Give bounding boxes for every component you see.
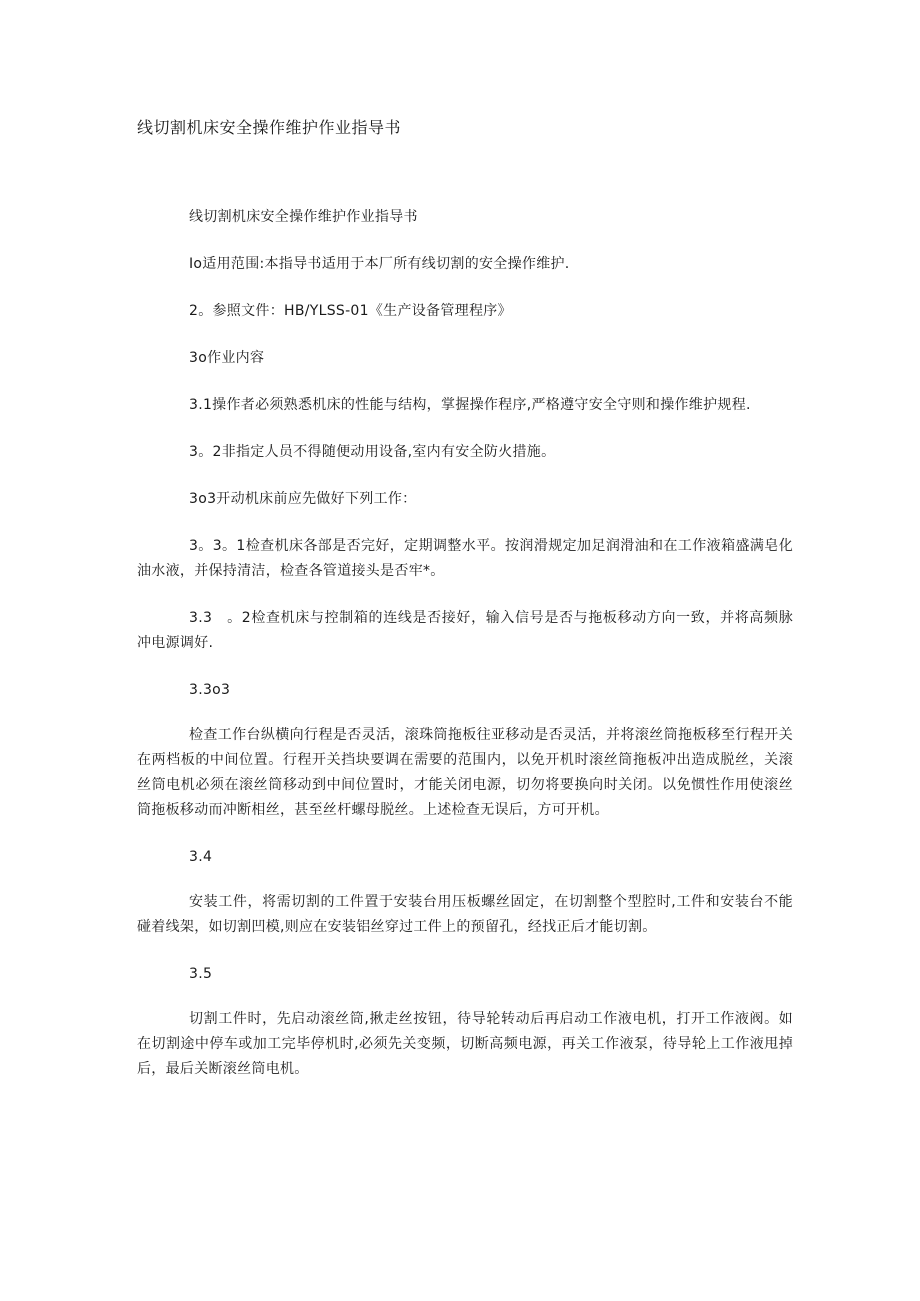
- clause-3-3-2: 3.3 。2检查机床与控制箱的连线是否接好，输入信号是否与拖板移动方向一致，并将高频脉冲电源调好.: [137, 610, 793, 651]
- document-body: [137, 205, 793, 1104]
- clause-3-1: 3.1操作者必须熟悉机床的性能与结构，掌握操作程序,严格遵守安全守则和操作维护规程.: [189, 397, 751, 413]
- clause-3-2: 3。2非指定人员不得随便动用设备,室内有安全防火措施。: [189, 444, 556, 460]
- clause-3-4-number: 3.4: [189, 849, 213, 865]
- clause-3-3-3-number: 3.3o3: [189, 682, 231, 698]
- scope-paragraph: Io适用范围:本指导书适用于本厂所有线切割的安全操作维护.: [189, 256, 570, 272]
- clause-3-4-text: 安装工件，将需切割的工件置于安装台用压板螺丝固定，在切割整个型腔时,工件和安装台不能碰着线架，如切割凹模,则应在安装铝丝穿过工件上的预留孔，经找正后才能切割。: [137, 894, 793, 935]
- reference-paragraph: 2。参照文件：HB/YLSS-01《生产设备管理程序》: [189, 303, 512, 319]
- clause-3-5-number: 3.5: [189, 966, 213, 982]
- clause-3-5-text: 切割工件时，先启动滚丝筒,揪走丝按钮，待导轮转动后再启动工作液电机，打开工作液阀。如在切割途中停车或加工完毕停机时,必须先关变频，切断高频电源，再关工作液泵，待导轮上工作液甩掉后，最后关断滚丝筒电机。: [137, 1011, 793, 1077]
- clause-3-3-1: 3。3。1检查机床各部是否完好，定期调整水平。按润滑规定加足润滑油和在工作液箱盛满皂化油水液，并保持清洁，检查各管道接头是否牢*。: [137, 538, 793, 579]
- section-heading-work-content: 3o作业内容: [189, 350, 265, 366]
- clause-3-3-3-text: 检查工作台纵横向行程是否灵活，滚珠筒拖板往亚移动是否灵活，并将滚丝筒拖板移至行程开关在两档板的中间位置。行程开关挡块要调在需要的范围内，以免开机时滚丝筒拖板冲出造成脱丝，关滚丝筒电机必须在滚丝筒移动到中间位置时，才能关闭电源，切勿将要换向时关闭。以免惯性作用使滚丝筒拖板移动而冲断相丝，甚至丝杆螺母脱丝。上述检查无误后，方可开机。: [137, 727, 793, 818]
- clause-3-3: 3o3开动机床前应先做好下列工作：: [189, 491, 417, 507]
- body-heading: 线切割机床安全操作维护作业指导书: [189, 209, 418, 225]
- document-title: 线切割机床安全操作维护作业指导书: [137, 118, 402, 137]
